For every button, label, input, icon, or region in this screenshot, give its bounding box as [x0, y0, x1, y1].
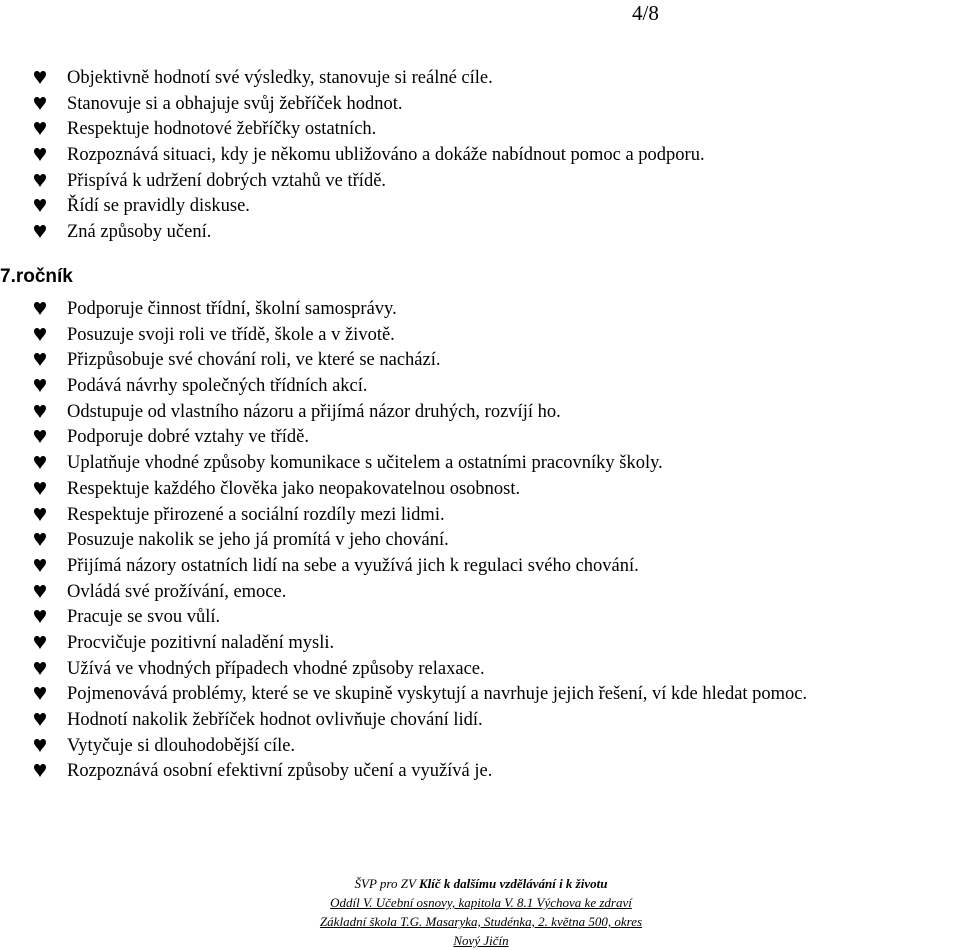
list-item-text: Rozpoznává situaci, kdy je někomu ubližováno a dokáže nabídnout pomoc a podporu.: [67, 145, 705, 166]
footer-program-prefix: ŠVP pro ZV: [354, 876, 419, 891]
heart-icon: [31, 169, 49, 195]
list-item-text: Rozpoznává osobní efektivní způsoby učení a využívá je.: [67, 761, 493, 782]
list-item-text: Podává návrhy společných třídních akcí.: [67, 376, 368, 397]
heart-icon: [31, 657, 49, 683]
list-item-text: Vytyčuje si dlouhodobější cíle.: [67, 735, 296, 756]
heart-icon: [31, 708, 49, 734]
footer-program: [316, 874, 646, 893]
heart-icon: [31, 631, 49, 657]
heart-icon: [31, 759, 49, 785]
heart-icon: [31, 297, 49, 323]
list-item-text: Odstupuje od vlastního názoru a přijímá názor druhých, rozvíjí ho.: [67, 401, 561, 422]
list-item-text: Řídí se pravidly diskuse.: [67, 196, 250, 217]
list-item-text: Respektuje každého člověka jako neopakovatelnou osobnost.: [67, 478, 521, 499]
list-item-text: Podporuje dobré vztahy ve třídě.: [67, 427, 309, 448]
heart-icon: [31, 580, 49, 606]
list-item-text: Posuzuje nakolik se jeho já promítá v jeho chování.: [67, 530, 449, 551]
heart-icon: [31, 323, 49, 349]
heart-icon: [31, 503, 49, 529]
heart-icon: [31, 143, 49, 169]
list-item-text: Pojmenovává problémy, které se ve skupině vyskytují a navrhuje jejich řešení, ví kde hledat pomoc.: [67, 684, 808, 705]
list-item-text: Respektuje hodnotové žebříčky ostatních.: [67, 119, 377, 140]
footer-school-address: května 500, okres Nový Jičín: [453, 914, 643, 948]
footer-section: Oddíl V. Učební osnovy, kapitola V. 8.1 Výchova ke zdraví: [330, 895, 632, 910]
heart-icon: [31, 425, 49, 451]
footer-school: [316, 912, 646, 950]
list-item-text: Respektuje přirozené a sociální rozdíly mezi lidmi.: [67, 504, 445, 525]
heart-icon: [31, 554, 49, 580]
heart-icon: [31, 117, 49, 143]
list-item-text: Podporuje činnost třídní, školní samosprávy.: [67, 299, 397, 319]
heart-icon: [31, 92, 49, 118]
footer-school-prefix: Základní škola T.G. Masaryka, Studénka, 2.: [319, 914, 552, 929]
heart-icon: [31, 605, 49, 631]
heart-icon: [31, 66, 49, 92]
page-footer: [0, 874, 960, 950]
list-item-text: Procvičuje pozitivní naladění mysli.: [67, 632, 335, 653]
heart-icon: [31, 220, 49, 246]
grade-heading: 7.ročník: [0, 266, 73, 287]
heart-icon: [31, 528, 49, 554]
heart-icon: [31, 477, 49, 503]
heart-icon: [31, 194, 49, 220]
heart-icon: [31, 400, 49, 426]
page-number: 4/8: [632, 1, 659, 25]
list-item-text: Ovládá své prožívání, emoce.: [67, 581, 287, 602]
list-item-text: Hodnotí nakolik žebříček hodnot ovlivňuje chování lidí.: [67, 710, 483, 730]
heart-icon: [31, 682, 49, 708]
list-item-text: Přijímá názory ostatních lidí na sebe a využívá jich k regulaci svého chování.: [67, 555, 639, 576]
heart-icon: [31, 734, 49, 760]
list-item-text: Uplatňuje vhodné způsoby komunikace s učitelem a ostatními pracovníky školy.: [67, 453, 663, 474]
heart-icon: [31, 348, 49, 374]
list-item-text: Posuzuje svoji roli ve třídě, škole a v životě.: [67, 324, 395, 345]
list-item-text: Přispívá k udržení dobrých vztahů ve třídě.: [67, 170, 387, 191]
list-item-text: Pracuje se svou vůlí.: [67, 607, 221, 628]
footer-program-name: Klíč k dalšímu vzdělávání i k životu: [418, 876, 608, 891]
heart-icon: [31, 451, 49, 477]
list-item-text: Užívá ve vhodných případech vhodné způsoby relaxace.: [67, 658, 485, 679]
list-item-text: Přizpůsobuje své chování roli, ve které se nachází.: [67, 350, 441, 371]
list-item-text: Objektivně hodnotí své výsledky, stanovuje si reálné cíle.: [67, 68, 493, 88]
list-item-text: Stanovuje si a obhajuje svůj žebříček hodnot.: [67, 93, 403, 114]
heart-icon: [31, 374, 49, 400]
list-item-text: Zná způsoby učení.: [67, 222, 212, 243]
